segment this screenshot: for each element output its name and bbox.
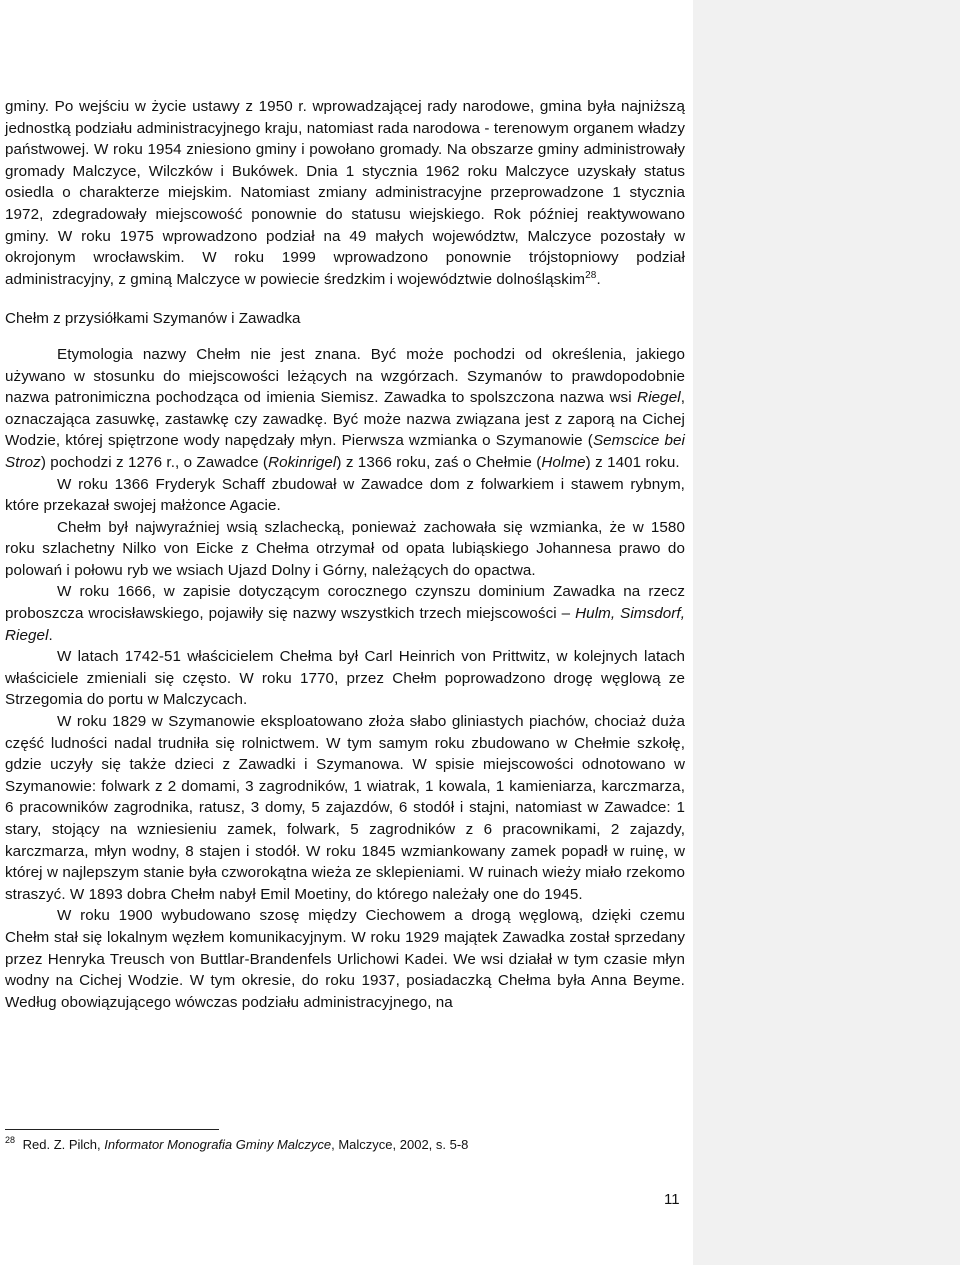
comment-margin-panel <box>693 0 960 1265</box>
text-run: . <box>596 270 601 288</box>
italic-text-run: Informator Monografia Gminy Malczyce <box>104 1137 332 1152</box>
italic-text-run: Riegel <box>637 389 681 407</box>
paragraph-1900-road <box>5 905 685 1013</box>
text-run: ) z 1401 roku. <box>585 453 680 471</box>
section-heading: Chełm z przysiółkami Szymanów i Zawadka <box>5 310 301 328</box>
text-run: Chełm był najwyraźniej wsią szlachecką, ponieważ zachowała się wzmianka, że w 1580 roku szlachetny Nilko von Eicke z Chełma otrzymał od opata lubiąskiego Johannesa prawo do polowań i połowu ryb we wsiach Ujazd Dolny i Górny, należących do opactwa. <box>5 518 685 579</box>
text-run: Etymologia nazwy Chełm nie jest znana. Być może pochodzi od określenia, jakiego używano w stosunku do miejscowości leżących na wzgórzach. Szymanów to prawdopodobnie nazwa patronimiczna pochodząca od imienia Siemisz. Zawadka to spolszczona nazwa wsi <box>5 345 685 407</box>
italic-text-run: Semscice bei Stroz <box>5 432 686 471</box>
footnote-separator <box>5 1129 219 1130</box>
paragraph-schaff <box>5 474 685 517</box>
footnote-text <box>19 1137 468 1152</box>
page-number: 11 <box>664 1191 680 1208</box>
text-run: . <box>48 626 53 644</box>
document-page-body <box>5 96 685 1013</box>
text-run: ) pochodzi z 1276 r., o Zawadce ( <box>40 453 269 471</box>
text-run: W roku 1366 Fryderyk Schaff zbudował w Zawadce dom z folwarkiem i stawem rybnym, które przekazał swojej małżonce Agacie. <box>5 475 685 515</box>
footnote-reference: 28 <box>585 269 597 281</box>
text-run: gminy. Po wejściu w życie ustawy z 1950 r. wprowadzającej rady narodowe, gmina była najniższą jednostką podziału administracyjnego kraju, natomiast rada narodowa - terenowym organem władzy państwowej. W roku 1954 zniesiono gminy i powołano gromady. Na obszarze gminy administrowały gromady Malczyce, Wilczków i Bukówek. Dnia 1 stycznia 1962 roku Malczyce uzyskały status osiedla o charakterze miejskim. Natomiast zmiany administracyjne przeprowadzone 1 stycznia 1972, zdegradowały miejscowość ponownie do statusu wiejskiego. Rok później reaktywowano gminy. W roku 1975 wprowadzono podział na 49 małych województw, Malczyce pozostały w okrojonym wrocławskim. W roku 1999 wprowadzono ponownie trójstopniowy podział administracyjny, z gminą Malczyce w powiecie średzkim i województwie dolnośląskim <box>5 98 685 288</box>
text-run: W roku 1829 w Szymanowie eksploatowano złoża słabo gliniastych piachów, chociaż duża część ludności nadal trudniła się rolnictwem. W tym samym roku zbudowano w Chełmie szkołę, gdzie uczyły się także dzieci z Zawadki i Szymanowa. W spisie miejscowości odnotowano w Szymanowie: folwark z 2 domami, 3 zagrodników, 1 wiatrak, 1 kowala, 1 kamieniarza, karczmarza, 6 pracowników zagrodnika, ratusz, 3 domy, 5 zajazdów, 6 stodół i stajni, natomiast w Zawadce: 1 stary, stojący na wzniesieniu zamek, folwark, 5 zagrodników z 6 pracownikami, 2 zajazdy, karczmarza, młyn wodny, 8 stajen i stodół. W roku 1845 wzmiankowany zamek popadł w ruinę, w której w najlepszym stanie była czworokątna wieża ze sklepieniami. W ruinach wieży miało rzekomo straszyć. W 1893 dobra Chełm nabył Emil Moetiny, do którego należały one do 1945. <box>5 713 685 903</box>
paragraph-prittwitz <box>5 646 685 711</box>
text-run: , Malczyce, 2002, s. 5-8 <box>331 1137 469 1152</box>
paragraph-1666-record <box>5 581 685 646</box>
text-run: W roku 1900 wybudowano szosę między Ciechowem a drogą węglową, dzięki czemu Chełm stał się lokalnym węzłem komunikacyjnym. W roku 1929 majątek Zawadka został sprzedany przez Henryka Treusch von Buttlar-Brandenfels Urlichowi Kadei. We wsi działał w tym czasie młyn wodny na Cichej Wodzie. W tym okresie, do roku 1937, posiadaczką Chełma była Anna Beyme. Według obowiązującego wówczas podziału administracyjnego, na <box>5 907 685 1011</box>
text-run: W latach 1742-51 właścicielem Chełma był Carl Heinrich von Prittwitz, w kolejnych latach właściciele zmieniali się często. W roku 1770, przez Chełm poprowadzono drogę węglową ze Strzegomia do portu w Malczycach. <box>5 648 685 709</box>
paragraph-gmina-history <box>5 96 685 290</box>
text-run: Red. Z. Pilch, <box>19 1137 105 1152</box>
text-run: W roku 1666, w zapisie dotyczącym corocznego czynszu dominium Zawadka na rzecz proboszcza wrocisławskiego, pojawiły się nazwy wszystkich trzech miejscowości – <box>5 583 685 623</box>
footnote-mark: 28 <box>5 1135 16 1145</box>
text-run: ) z 1366 roku, zaś o Chełmie ( <box>336 453 542 471</box>
italic-text-run: Rokinrigel <box>268 453 337 471</box>
paragraph-1829-survey <box>5 711 685 905</box>
italic-text-run: Hulm, Simsdorf, Riegel <box>5 605 685 644</box>
footnote <box>5 1136 685 1154</box>
italic-text-run: Holme <box>541 453 586 471</box>
text-run: , oznaczająca zasuwkę, zastawkę czy zawadkę. Być może nazwa związana jest z zaporą na Cichej Wodzie, której spiętrzone wody napędzały młyn. Pierwsza wzmianka o Szymanowie ( <box>5 389 685 450</box>
paragraph-noble-village <box>5 517 685 582</box>
paragraph-etymology <box>5 344 685 474</box>
